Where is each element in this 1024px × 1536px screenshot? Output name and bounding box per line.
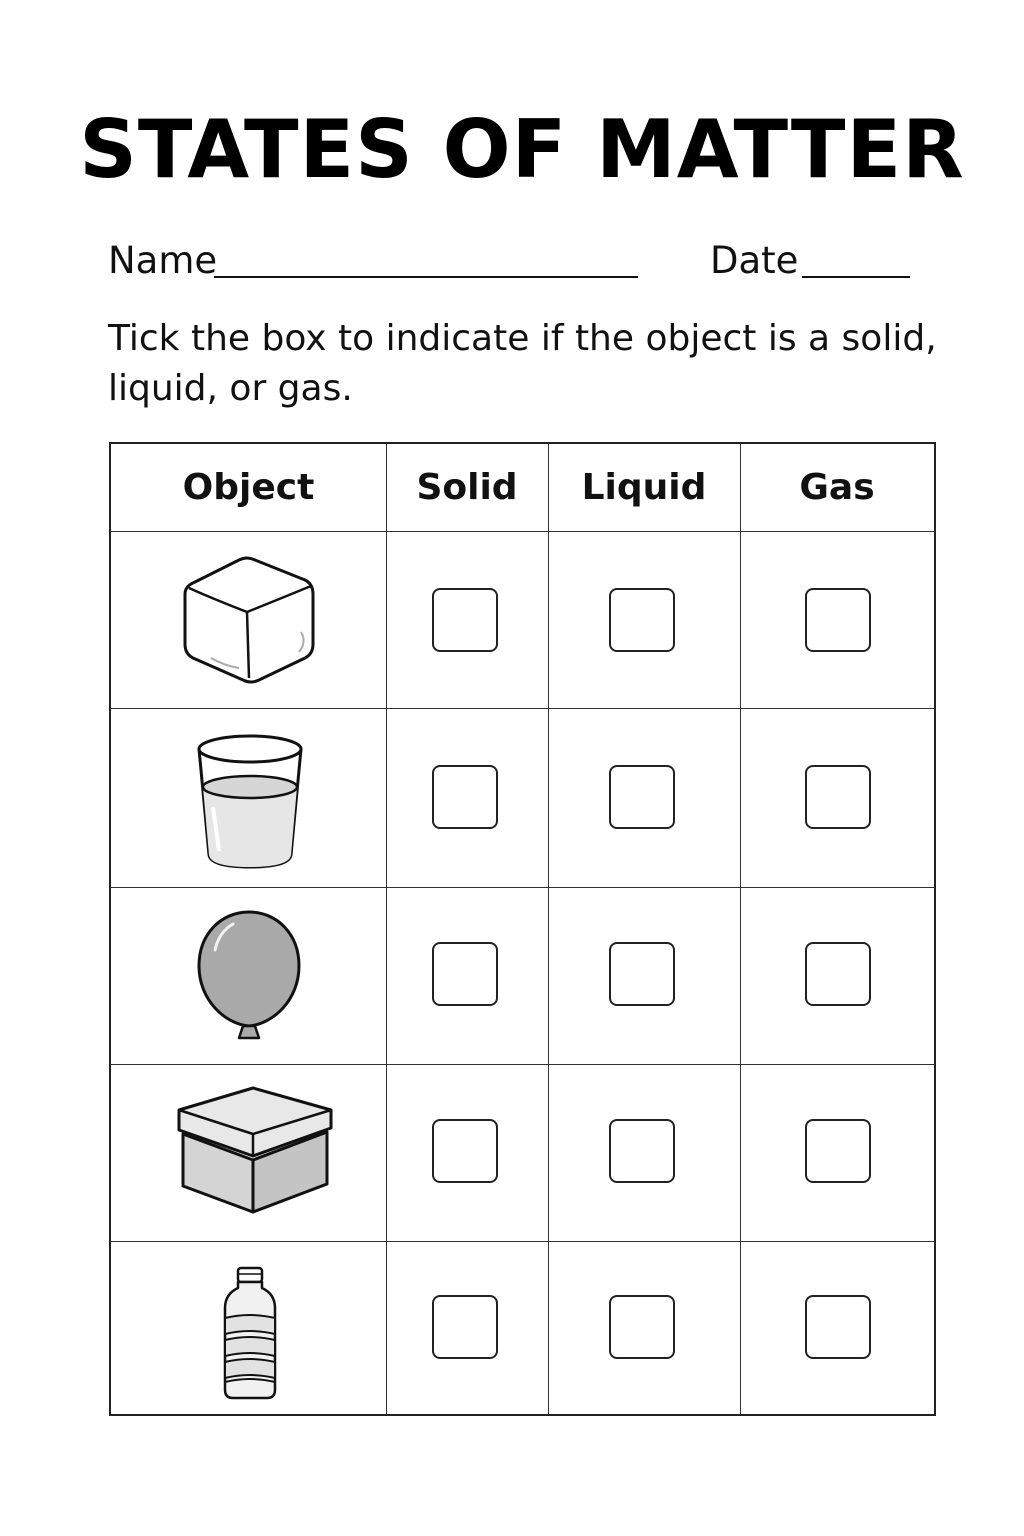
- header-liquid: Liquid: [581, 467, 707, 508]
- checkbox-glass-liquid[interactable]: [609, 765, 675, 829]
- checkbox-box-solid[interactable]: [432, 1119, 498, 1183]
- balloon-icon: [193, 906, 305, 1044]
- row-divider: [111, 708, 934, 709]
- name-field: [108, 238, 648, 288]
- checkbox-glass-gas[interactable]: [805, 765, 871, 829]
- instructions-text: Tick the box to indicate if the object is a solid, liquid, or gas.: [108, 318, 937, 409]
- states-table: [109, 442, 936, 1416]
- checkbox-box-liquid[interactable]: [609, 1119, 675, 1183]
- row-divider: [111, 887, 934, 888]
- column-divider: [548, 444, 549, 1414]
- worksheet-title: STATES OF MATTER: [79, 103, 965, 196]
- ice-cube-icon: [181, 554, 317, 684]
- checkbox-ice-cube-liquid[interactable]: [609, 588, 675, 652]
- checkbox-bottle-gas[interactable]: [805, 1295, 871, 1359]
- glass-of-water-icon: [193, 731, 307, 871]
- date-label: Date: [710, 239, 799, 282]
- checkbox-balloon-liquid[interactable]: [609, 942, 675, 1006]
- row-divider: [111, 1241, 934, 1242]
- date-input-line[interactable]: [802, 276, 910, 278]
- date-field: [710, 238, 920, 288]
- header-solid: Solid: [416, 467, 518, 508]
- checkbox-ice-cube-gas[interactable]: [805, 588, 871, 652]
- water-bottle-icon: [221, 1264, 279, 1402]
- header-object: Object: [182, 467, 315, 508]
- box-icon: [175, 1084, 335, 1218]
- name-input-line[interactable]: [214, 276, 638, 278]
- checkbox-ice-cube-solid[interactable]: [432, 588, 498, 652]
- checkbox-bottle-liquid[interactable]: [609, 1295, 675, 1359]
- checkbox-balloon-solid[interactable]: [432, 942, 498, 1006]
- checkbox-bottle-solid[interactable]: [432, 1295, 498, 1359]
- checkbox-balloon-gas[interactable]: [805, 942, 871, 1006]
- column-divider: [386, 444, 387, 1414]
- name-label: Name: [108, 239, 218, 282]
- checkbox-box-gas[interactable]: [805, 1119, 871, 1183]
- checkbox-glass-solid[interactable]: [432, 765, 498, 829]
- row-divider: [111, 1064, 934, 1065]
- column-divider: [740, 444, 741, 1414]
- header-gas: Gas: [799, 467, 875, 508]
